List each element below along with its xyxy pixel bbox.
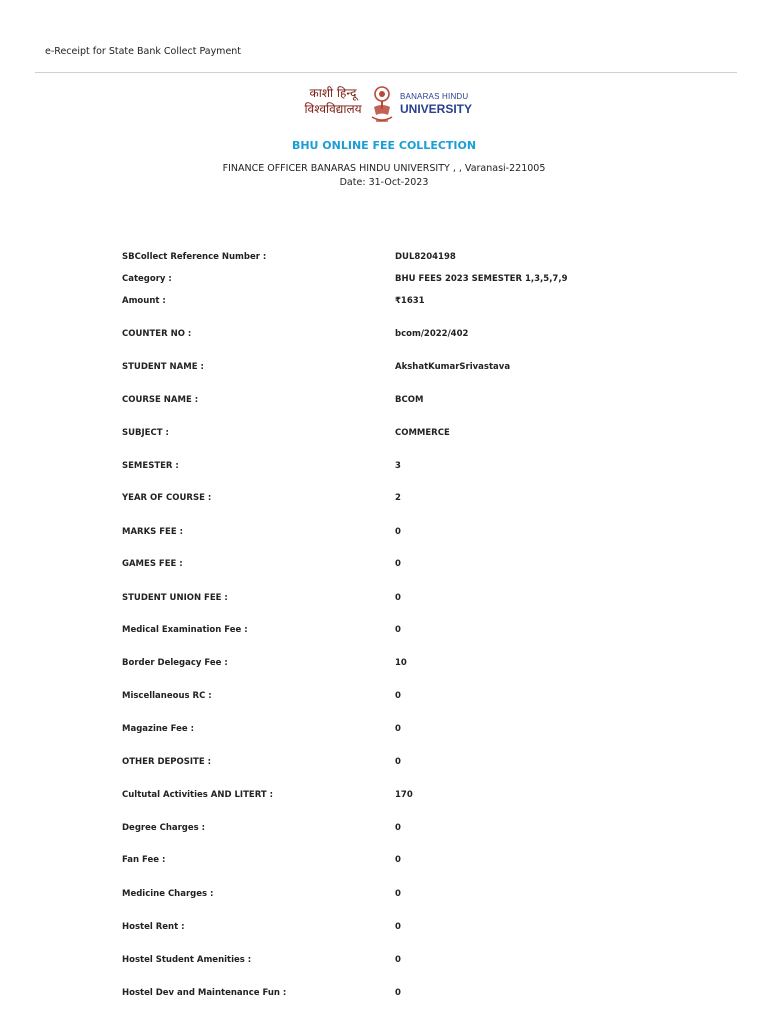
field-label: Miscellaneous RC : [122,691,212,701]
field-label: GAMES FEE : [122,559,183,569]
field-label: COURSE NAME : [122,395,199,405]
field-label: Hostel Rent : [122,922,185,932]
field-value: 170 [395,790,413,800]
field-row [0,855,768,869]
field-row [0,395,768,409]
logo-hindi-line-2: विश्वविद्यालय [304,102,362,116]
field-value: AkshatKumarSrivastava [395,362,511,372]
field-row [0,252,768,266]
field-label: OTHER DEPOSITE : [122,757,212,767]
field-value: ₹1631 [395,296,425,306]
field-label: Hostel Student Amenities : [122,955,252,965]
field-value: 0 [395,757,401,767]
field-label: MARKS FEE : [122,527,184,537]
field-label: STUDENT NAME : [122,362,204,372]
receipt-date-label: Date: [339,177,366,188]
field-label: Border Delegacy Fee : [122,658,228,668]
university-logo [300,84,473,126]
receipt-title: BHU ONLINE FEE COLLECTION [291,139,477,152]
logo-english-text [400,92,472,116]
field-label: STUDENT UNION FEE : [122,593,228,603]
field-value: 0 [395,823,401,833]
field-value: 3 [395,461,401,471]
field-row [0,823,768,837]
field-row [0,296,768,310]
field-row [0,790,768,804]
field-row [0,757,768,771]
field-value: 0 [395,625,401,635]
field-value: bcom/2022/402 [395,329,469,339]
logo-english-line-2: UNIVERSITY [400,102,473,116]
field-label: Medicine Charges : [122,889,214,899]
field-label: YEAR OF COURSE : [122,493,212,503]
field-row [0,274,768,288]
university-seal-icon [368,85,396,125]
field-value: 0 [395,988,401,998]
field-row [0,362,768,376]
field-value: 0 [395,922,401,932]
field-label: Degree Charges : [122,823,206,833]
field-row [0,889,768,903]
field-row [0,428,768,442]
logo-english-line-1: BANARAS HINDU [400,92,469,101]
field-value: 0 [395,559,401,569]
field-value: BHU FEES 2023 SEMESTER 1,3,5,7,9 [395,274,568,284]
field-value: DUL8204198 [395,252,456,262]
field-row [0,724,768,738]
field-row [0,955,768,969]
logo-hindi-text [300,85,366,117]
field-value: COMMERCE [395,428,450,438]
field-row [0,691,768,705]
field-row [0,625,768,639]
field-row [0,559,768,573]
logo-hindi-line-1: काशी हिन्दू [309,86,357,100]
field-label: Fan Fee : [122,855,166,865]
field-label: Cultutal Activities AND LITERT : [122,790,274,800]
field-value: 0 [395,691,401,701]
field-value: 0 [395,724,401,734]
field-row [0,493,768,507]
field-label: SUBJECT : [122,428,169,438]
field-row [0,329,768,343]
field-row [0,658,768,672]
field-label: SEMESTER : [122,461,179,471]
field-value: 0 [395,527,401,537]
field-label: Amount : [122,296,166,306]
field-value: 10 [395,658,407,668]
field-label: SBCollect Reference Number : [122,252,267,262]
receipt-organization: FINANCE OFFICER BANARAS HINDU UNIVERSITY , , Varanasi-221005 [222,163,546,174]
field-row [0,461,768,475]
header-divider [35,72,737,73]
field-row [0,593,768,607]
field-label: Magazine Fee : [122,724,195,734]
field-value: 0 [395,593,401,603]
field-value: 2 [395,493,401,503]
receipt-date [0,177,768,188]
field-label: Hostel Dev and Maintenance Fun : [122,988,287,998]
field-row [0,922,768,936]
page-header-title: e-Receipt for State Bank Collect Payment [45,46,242,57]
field-label: Medical Examination Fee : [122,625,248,635]
field-label: Category : [122,274,172,284]
field-value: 0 [395,855,401,865]
field-value: 0 [395,889,401,899]
field-value: 0 [395,955,401,965]
field-row [0,988,768,1002]
field-row [0,527,768,541]
field-label: COUNTER NO : [122,329,192,339]
field-value: BCOM [395,395,424,405]
receipt-date-value: 31-Oct-2023 [368,177,429,188]
